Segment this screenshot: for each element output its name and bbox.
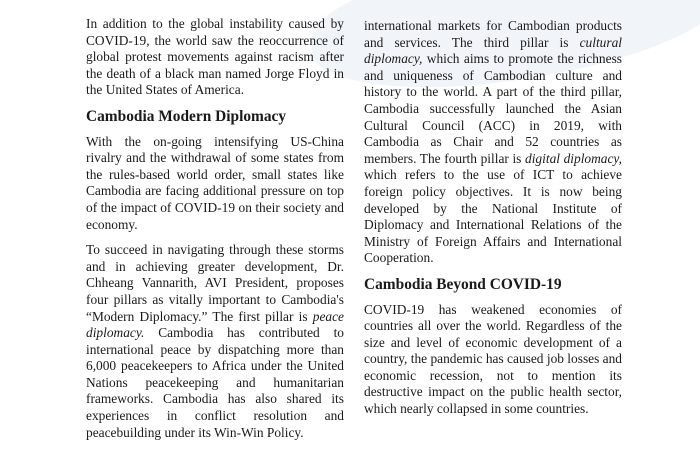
heading-beyond-covid: Cambodia Beyond COVID-19 xyxy=(364,275,562,293)
emphasis-cultural-diplomacy: cultural diplomacy, xyxy=(364,34,622,67)
text-segment: which aims to promote the richness and uniqueness of Cambodian culture and history to the world. A part of the third pillar, Cambodia successfully launched the Asian Cultural Council (ACC) in 2019, with Cambodia as Chair and 52 countries as members. The fourth pillar is xyxy=(364,51,622,166)
paragraph-four-pillars xyxy=(86,242,344,441)
left-column xyxy=(86,16,344,450)
text-segment: Cambodia has contributed to international peace by dispatching more than 6,000 peacekeepers to Africa under the United Nations peacekeeping and humanitarian frameworks. Cambodia has also shared its experiences in conflict resolution and peacebuilding under its Win-Win Policy. xyxy=(86,325,344,440)
right-column xyxy=(364,18,622,427)
paragraph-rivalry: With the on-going intensifying US-China rivalry and the withdrawal of some states from the rules-based world order, small states like Cambodia are facing additional pressure on top of the impact of COVID-19 on their society and economy. xyxy=(86,133,344,232)
text-segment: international markets for Cambodian products and services. The third pillar is xyxy=(364,18,622,50)
text-segment: To succeed in navigating through these storms and in achieving greater development, Dr. Chheang Vannarith, AVI President, proposes four pillars as vitally important to Cambodia's “Modern Diplomacy.” The first pillar is xyxy=(86,242,344,324)
heading-modern-diplomacy: Cambodia Modern Diplomacy xyxy=(86,107,287,125)
text-segment: which refers to the use of ICT to achieve foreign policy objectives. It is now being developed by the National Institute of Diplomacy and International Relations of the Ministry of Foreign Affairs and International Cooperation. xyxy=(364,167,622,266)
emphasis-peace-diplomacy: peace diplomacy. xyxy=(86,308,344,341)
paragraph-economies: COVID-19 has weakened economies of countries all over the world. Regardless of the size and level of economic development of a country, the pandemic has caused job losses and economic recession, not to mention its destructive impact on the public health sector, which nearly collapsed in some countries. xyxy=(364,301,622,417)
paragraph-instability: In addition to the global instability caused by COVID-19, the world saw the reoccurrence of global protest movements against racism after the death of a black man named Jorge Floyd in the United States of America. xyxy=(86,16,344,98)
paragraph-pillars-continued xyxy=(364,18,622,267)
emphasis-digital-diplomacy: digital diplomacy, xyxy=(525,150,622,166)
